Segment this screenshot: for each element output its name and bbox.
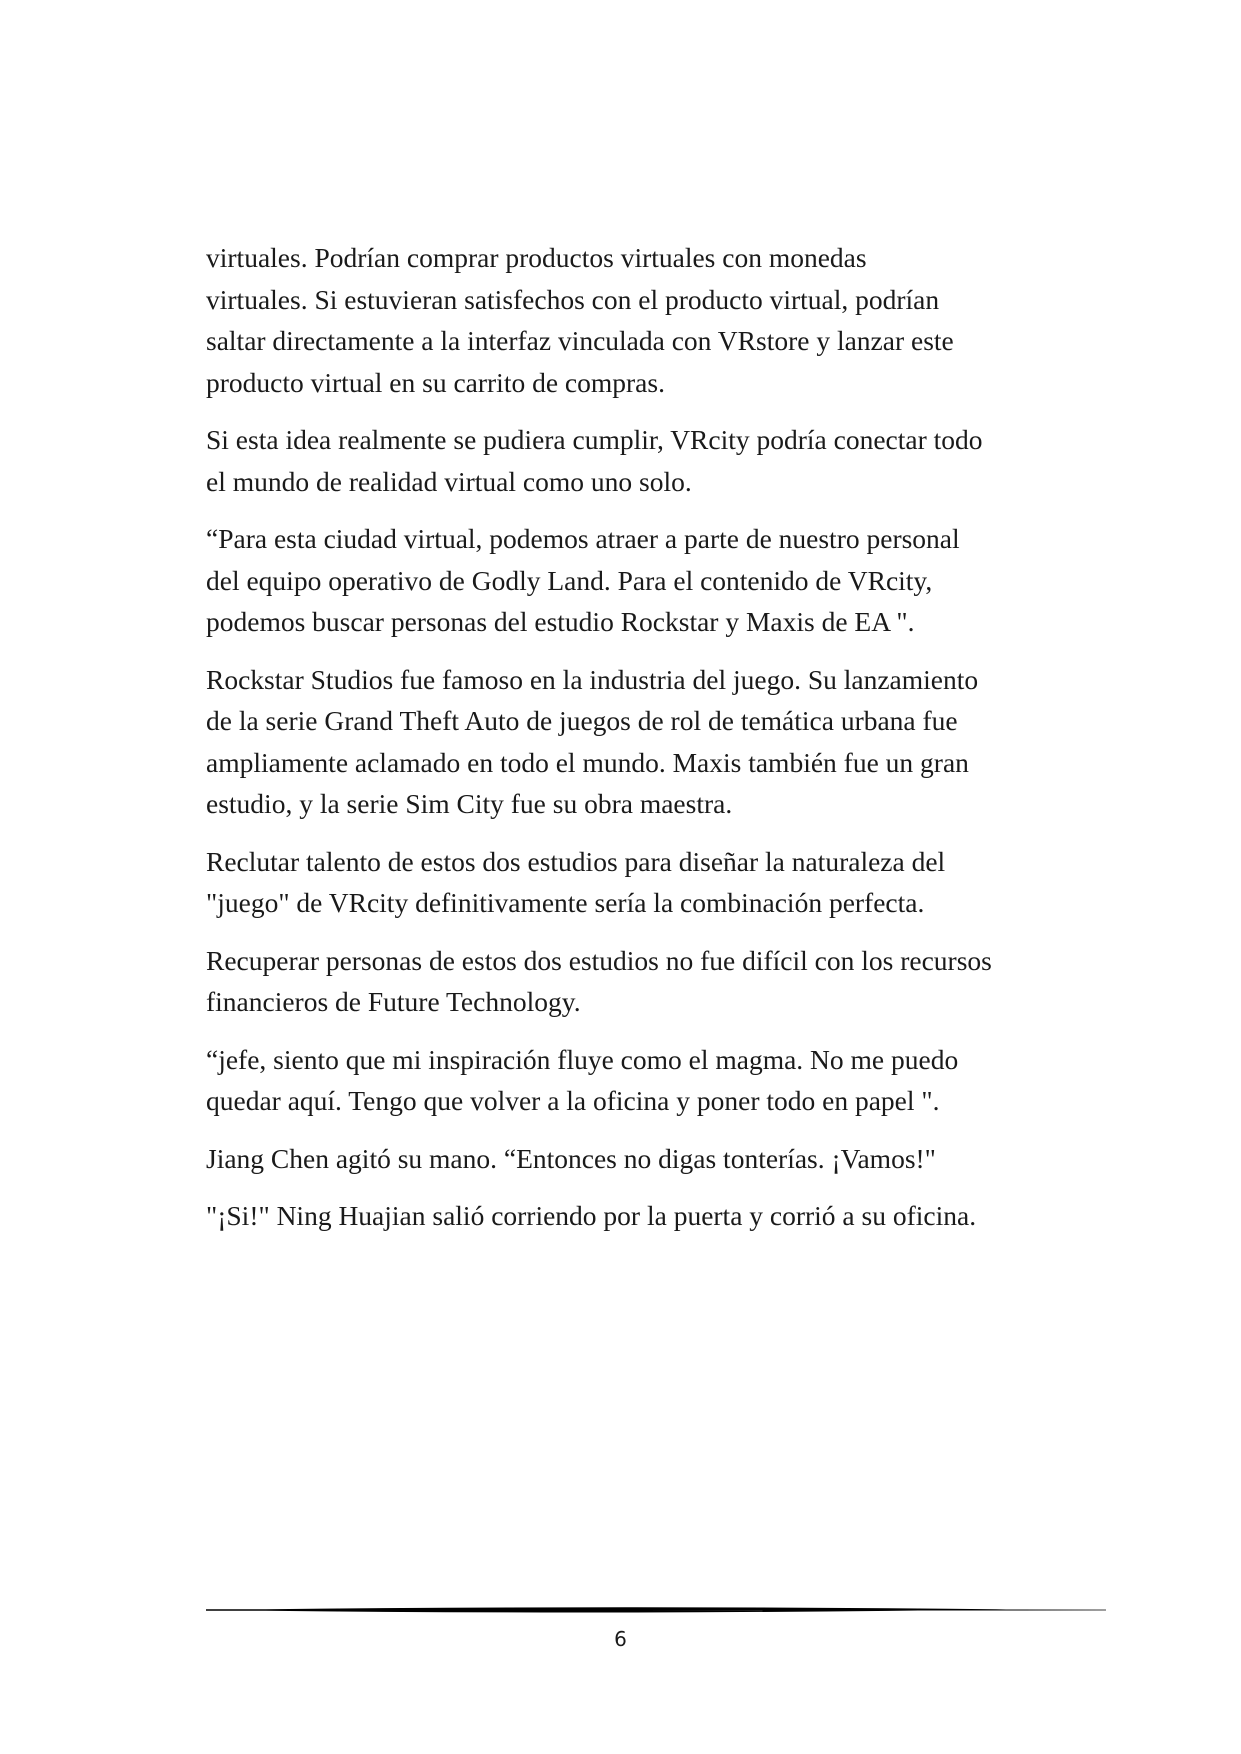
paragraph: [206, 1138, 1086, 1180]
text-line: Reclutar talento de estos dos estudios para diseñar la naturaleza del: [206, 845, 946, 877]
text-line: estudio, y la serie Sim City fue su obra maestra.: [206, 788, 733, 819]
paragraph: [206, 1039, 1086, 1122]
paragraph: [206, 1195, 1086, 1237]
text-line: Rockstar Studios fue famoso en la industria del juego. Su lanzamiento: [206, 663, 979, 695]
text-line: virtuales. Si estuvieran satisfechos con el producto virtual, podrían: [206, 283, 940, 315]
text-line: el mundo de realidad virtual como uno solo.: [206, 465, 692, 497]
body-text: [206, 237, 1086, 1253]
text-line: saltar directamente a la interfaz vinculada con VRstore y lanzar este: [206, 325, 954, 356]
text-line: “Para esta ciudad virtual, podemos atraer a parte de nuestro personal: [206, 523, 960, 554]
text-line: "¡Si!" Ning Huajian salió corriendo por la puerta y corrió a su oficina.: [206, 1200, 977, 1231]
text-line: financieros de Future Technology.: [206, 986, 581, 1017]
text-line: producto virtual en su carrito de compras.: [206, 366, 665, 398]
page-number: 6: [614, 1627, 627, 1651]
text-line: de la serie Grand Theft Auto de juegos de rol de temática urbana fue: [206, 705, 958, 736]
paragraph: [206, 237, 1086, 403]
text-line: del equipo operativo de Godly Land. Para el contenido de VRcity,: [206, 564, 933, 596]
text-line: quedar aquí. Tengo que volver a la oficina y poner todo en papel ".: [206, 1085, 940, 1116]
text-line: Jiang Chen agitó su mano. “Entonces no digas tonterías. ¡Vamos!": [206, 1142, 936, 1174]
text-line: “jefe, siento que mi inspiración fluye como el magma. No me puedo: [206, 1043, 959, 1075]
text-line: podemos buscar personas del estudio Rockstar y Maxis de EA ".: [206, 606, 915, 637]
footer-divider-shape: [206, 1607, 1106, 1612]
text-line: virtuales. Podrían comprar productos virtuales con monedas: [206, 242, 867, 273]
text-line: "juego" de VRcity definitivamente sería la combinación perfecta.: [206, 887, 925, 918]
paragraph: [206, 659, 1086, 825]
paragraph: [206, 518, 1086, 643]
paragraph: [206, 419, 1086, 502]
text-line: ampliamente aclamado en todo el mundo. Maxis también fue un gran: [206, 746, 969, 778]
footer-divider: [206, 1604, 1106, 1616]
paragraph: [206, 841, 1086, 924]
paragraph: [206, 940, 1086, 1023]
text-line: Recuperar personas de estos dos estudios no fue difícil con los recursos: [206, 944, 992, 976]
text-line: Si esta idea realmente se pudiera cumplir, VRcity podría conectar todo: [206, 424, 983, 455]
